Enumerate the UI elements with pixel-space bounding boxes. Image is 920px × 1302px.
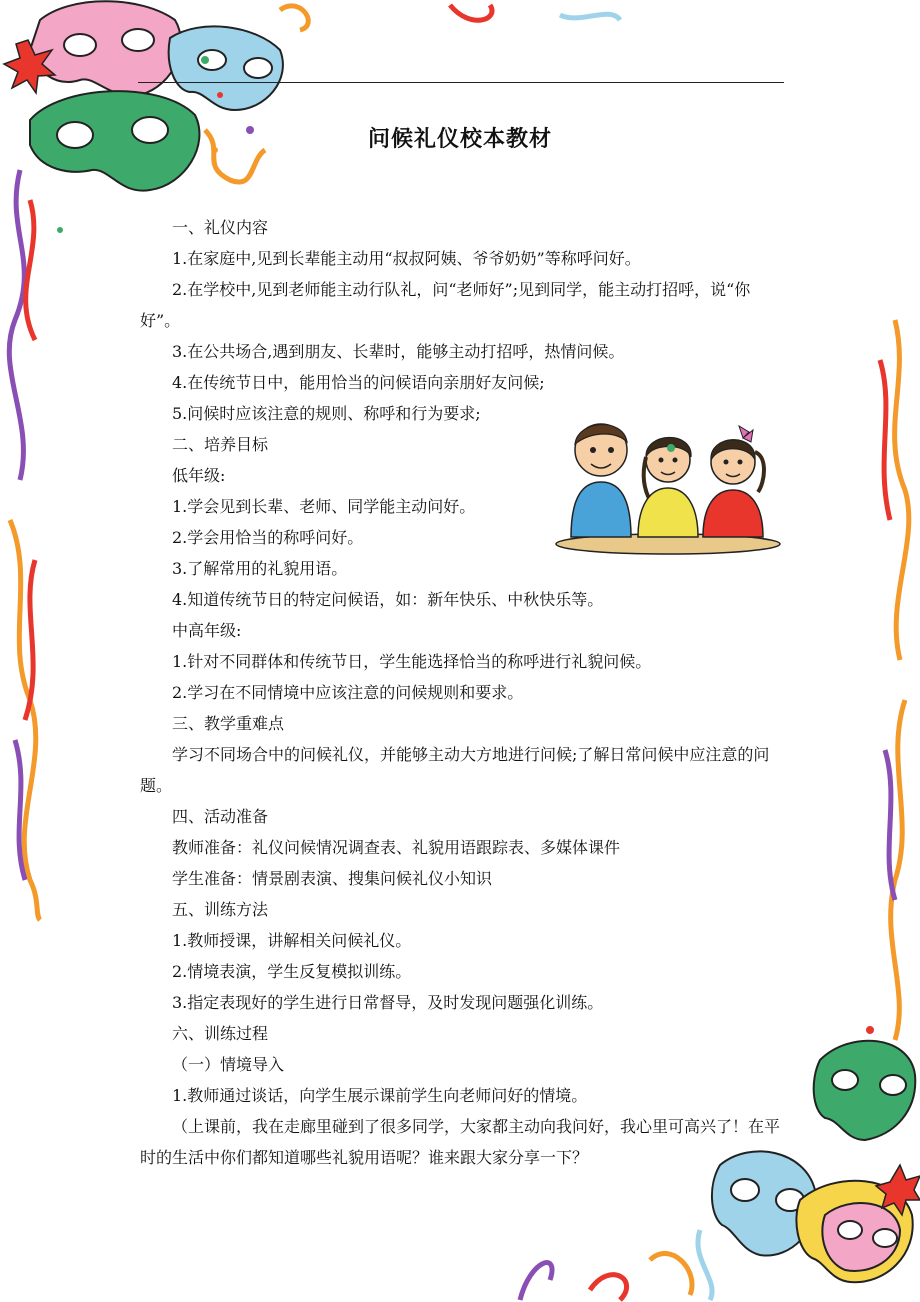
top-ribbons <box>205 5 620 182</box>
paragraph: 学习不同场合中的问候礼仪，并能够主动大方地进行问候;了解日常问候中应注意的问题。 <box>140 745 770 795</box>
paragraph: 3.了解常用的礼貌用语。 <box>172 559 348 578</box>
section-heading: 四、活动准备 <box>172 807 269 826</box>
section-heading: 二、培养目标 <box>172 435 269 454</box>
paragraph: 1.教师通过谈话，向学生展示课前学生向老师问好的情境。 <box>172 1086 588 1105</box>
paragraph: 2.在学校中,见到老师能主动行队礼，问“老师好”;见到同学，能主动打招呼，说“你好”。 <box>140 280 751 330</box>
subheading: （一）情境导入 <box>172 1055 285 1074</box>
paragraph: 3.在公共场合,遇到朋友、长辈时，能够主动打招呼，热情问候。 <box>172 342 625 361</box>
paragraph: 2.情境表演，学生反复模拟训练。 <box>172 962 412 981</box>
document-body <box>140 212 785 1173</box>
paragraph: 1.教师授课，讲解相关问候礼仪。 <box>172 931 412 950</box>
section-heading: 六、训练过程 <box>172 1024 269 1043</box>
paragraph: 5.问候时应该注意的规则、称呼和行为要求; <box>172 404 481 423</box>
paragraph: （上课前，我在走廊里碰到了很多同学，大家都主动向我问好，我心里可高兴了！在平时的生活中你们都知道哪些礼貌用语呢？谁来跟大家分享一下？ <box>140 1117 781 1167</box>
subheading: 中高年级: <box>172 621 242 640</box>
paragraph: 教师准备：礼仪问候情况调查表、礼貌用语跟踪表、多媒体课件 <box>172 838 621 857</box>
paragraph: 2.学习在不同情境中应该注意的问候规则和要求。 <box>172 683 524 702</box>
paragraph: 4.在传统节日中，能用恰当的问候语向亲朋好友问候; <box>172 373 545 392</box>
section-heading: 一、礼仪内容 <box>172 218 269 237</box>
right-ribbons <box>880 320 909 1040</box>
left-ribbons <box>9 170 40 920</box>
paragraph: 4.知道传统节日的特定问候语，如：新年快乐、中秋快乐等。 <box>172 590 604 609</box>
paragraph: 2.学会用恰当的称呼问好。 <box>172 528 364 547</box>
paragraph: 3.指定表现好的学生进行日常督导，及时发现问题强化训练。 <box>172 993 604 1012</box>
paragraph: 1.在家庭中,见到长辈能主动用“叔叔阿姨、爷爷奶奶”等称呼问好。 <box>172 249 641 268</box>
paragraph: 1.针对不同群体和传统节日，学生能选择恰当的称呼进行礼貌问候。 <box>172 652 652 671</box>
paragraph: 学生准备：情景剧表演、搜集问候礼仪小知识 <box>172 869 493 888</box>
top-left-masks <box>4 1 283 190</box>
page-title: 问候礼仪校本教材 <box>367 127 552 152</box>
paragraph: 1.学会见到长辈、老师、同学能主动问好。 <box>172 497 476 516</box>
bottom-ribbons <box>520 1230 712 1300</box>
section-heading: 五、训练方法 <box>172 900 269 919</box>
section-heading: 三、教学重难点 <box>172 714 285 733</box>
header-rule <box>138 82 784 83</box>
subheading: 低年级: <box>172 466 226 485</box>
